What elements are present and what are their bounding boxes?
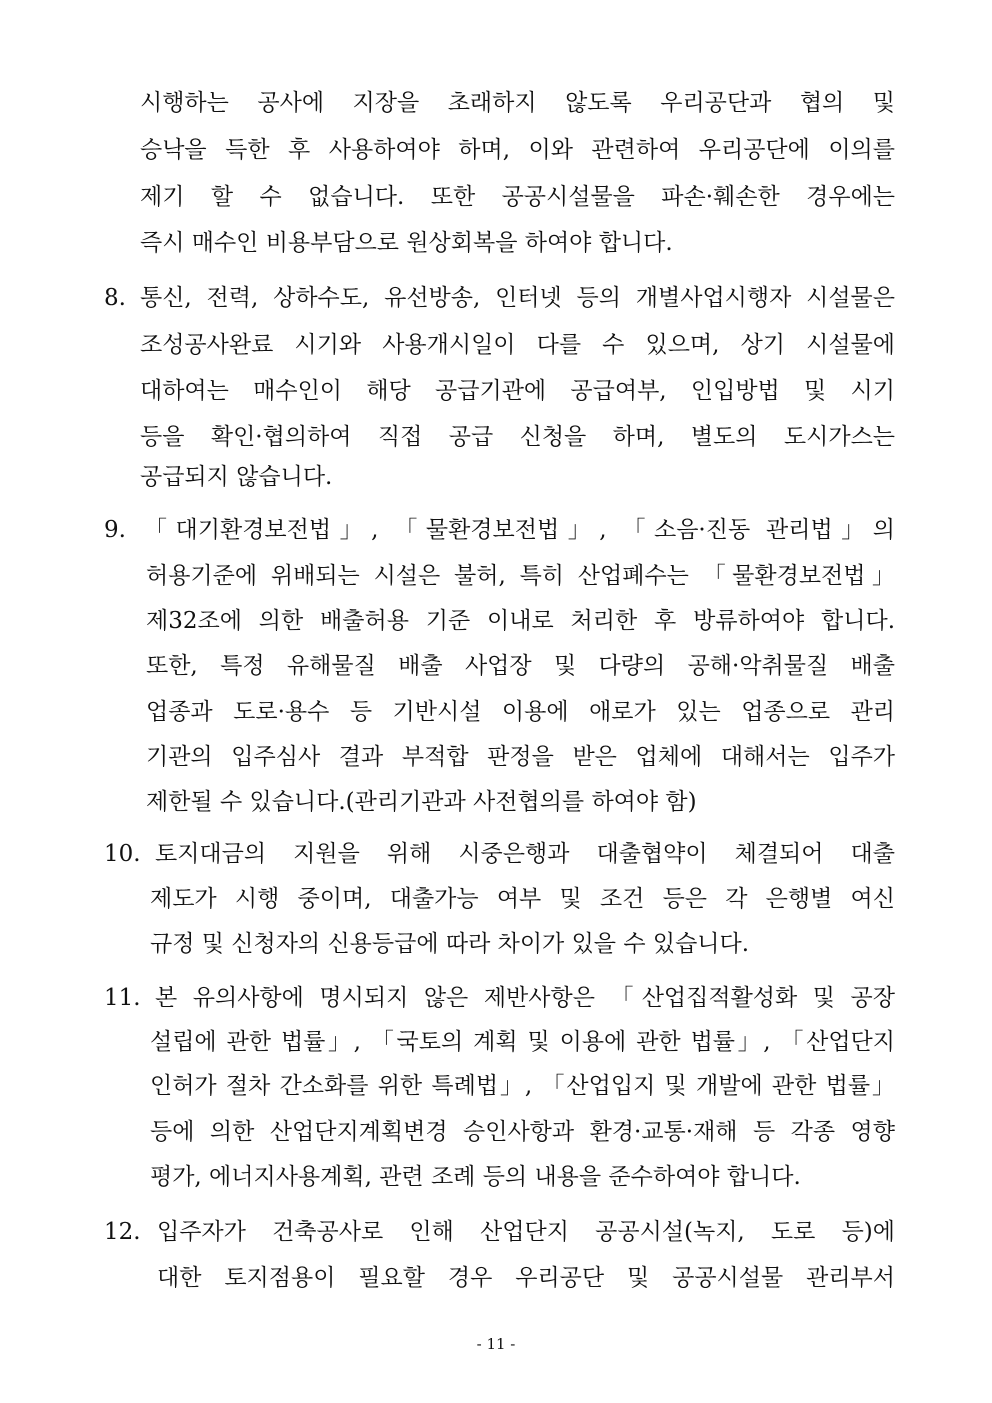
text-line: 「대기환경보전법」, 「물환경보전법」, 「소음·진동 관리법」의 [144,517,895,543]
item-number: 8. [104,285,126,311]
text-line: 통신, 전력, 상하수도, 유선방송, 인터넷 등의 개별사업시행자 시설물은 [140,285,895,311]
text-line: 설립에 관한 법률」, 「국토의 계획 및 이용에 관한 법률」, 「산업단지 [150,1029,895,1055]
text-line: 토지대금의 지원을 위해 시중은행과 대출협약이 체결되어 대출 [155,841,895,867]
text-line: 대하여는 매수인이 해당 공급기관에 공급여부, 인입방법 및 시기 [140,378,895,404]
text-line: 제기 할 수 없습니다. 또한 공공시설물을 파손·훼손한 경우에는 [140,184,895,210]
item-number: 12. [104,1219,141,1245]
text-line: 제도가 시행 중이며, 대출가능 여부 및 조건 등은 각 은행별 여신 [150,886,895,912]
text-line: 규정 및 신청자의 신용등급에 따라 차이가 있을 수 있습니다. [150,931,750,957]
item-number: 10. [104,841,141,867]
text-line: 인허가 절차 간소화를 위한 특례법」, 「산업입지 및 개발에 관한 법률」 [150,1073,895,1099]
text-line: 제한될 수 있습니다.(관리기관과 사전협의를 하여야 함) [146,789,697,815]
text-line: 입주자가 건축공사로 인해 산업단지 공공시설(녹지, 도로 등)에 [157,1219,895,1245]
text-line: 시행하는 공사에 지장을 초래하지 않도록 우리공단과 협의 및 [140,90,895,116]
item-number: 11. [104,985,141,1011]
text-line: 대한 토지점용이 필요할 경우 우리공단 및 공공시설물 관리부서 [157,1265,895,1291]
item-number: 9. [104,517,126,543]
text-line: 기관의 입주심사 결과 부적합 판정을 받은 업체에 대해서는 입주가 [146,744,895,770]
text-line: 등을 확인·협의하여 직접 공급 신청을 하며, 별도의 도시가스는 [140,424,895,450]
text-line: 등에 의한 산업단지계획변경 승인사항과 환경·교통·재해 등 각종 영향 [150,1119,895,1145]
text-line: 승낙을 득한 후 사용하여야 하며, 이와 관련하여 우리공단에 이의를 [140,137,895,163]
text-line: 즉시 매수인 비용부담으로 원상회복을 하여야 합니다. [140,230,673,256]
page-number: - 11 - [476,1335,516,1353]
text-line: 공급되지 않습니다. [140,464,333,490]
text-line: 또한, 특정 유해물질 배출 사업장 및 다량의 공해·악취물질 배출 [146,653,895,679]
text-line: 본 유의사항에 명시되지 않은 제반사항은 「산업집적활성화 및 공장 [155,985,895,1011]
text-line: 평가, 에너지사용계획, 관련 조례 등의 내용을 준수하여야 합니다. [150,1164,801,1190]
text-line: 업종과 도로·용수 등 기반시설 이용에 애로가 있는 업종으로 관리 [146,699,895,725]
text-line: 허용기준에 위배되는 시설은 불허, 특히 산업폐수는 「물환경보전법」 [146,563,895,589]
text-line: 조성공사완료 시기와 사용개시일이 다를 수 있으며, 상기 시설물에 [140,332,895,358]
text-line: 제32조에 의한 배출허용 기준 이내로 처리한 후 방류하여야 합니다. [146,608,895,634]
